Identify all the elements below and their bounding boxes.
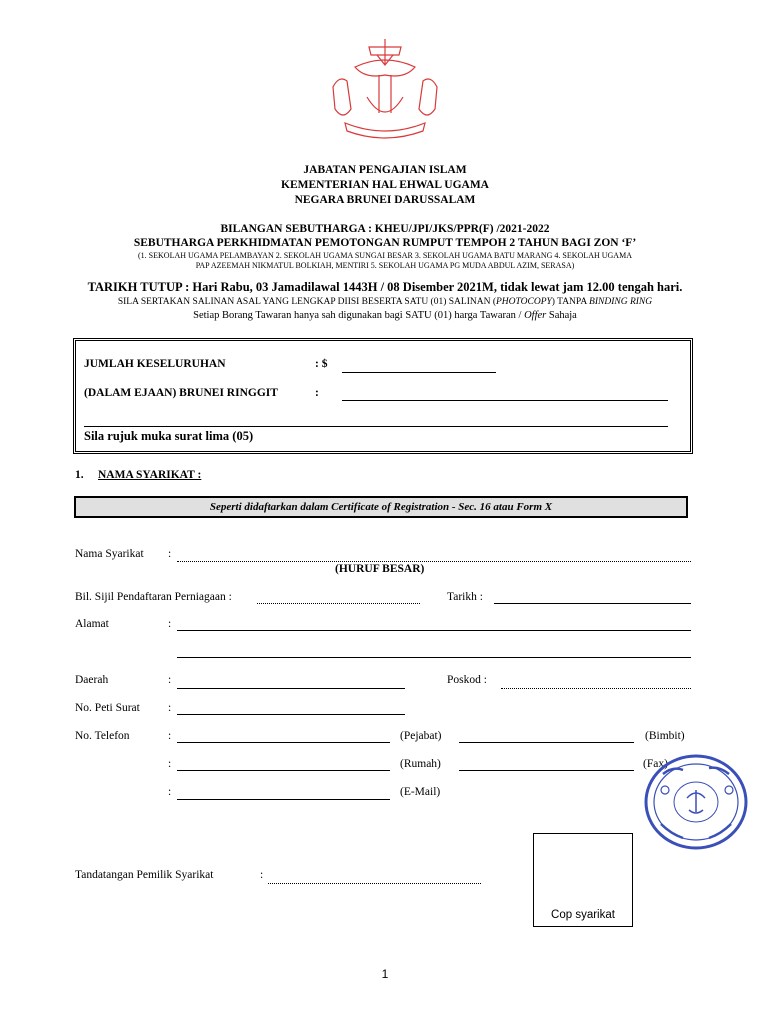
po-box-field[interactable]: [177, 714, 405, 715]
district-label: Daerah: [75, 674, 109, 686]
schools-list-line2: PAP AZEEMAH NIKMATUL BOLKIAH, MENTIRI 5. SEKOLAH UGAMA PG MUDA ABDUL AZIM, SERASA): [195, 261, 575, 270]
quotation-title: SEBUTHARGA PERKHIDMATAN PEMOTONGAN RUMPUT TEMPOH 2 TAHUN BAGI ZON ‘F’: [133, 237, 637, 249]
mobile-phone-label: (Bimbit): [645, 730, 685, 742]
signature-label: Tandatangan Pemilik Syarikat: [75, 869, 214, 881]
capital-letters-note: (HURUF BESAR): [335, 563, 425, 575]
offer-note: Setiap Borang Tawaran hanya sah digunakan bagi SATU (01) harga Tawaran / Offer Sahaja: [193, 310, 577, 321]
company-name-label: Nama Syarikat: [75, 548, 144, 560]
registration-cert-field[interactable]: [257, 603, 420, 604]
company-name-field[interactable]: [177, 561, 691, 562]
po-box-label: No. Peti Surat: [75, 702, 140, 714]
quotation-number: BILANGAN SEBUTHARGA : KHEU/JPI/JKS/PPR(F) /2021-2022: [220, 223, 550, 235]
schools-list-line1: (1. SEKOLAH UGAMA PELAMBAYAN 2. SEKOLAH UGAMA SUNGAI BESAR 3. SEKOLAH UGAMA BATU MARANG 4. SEKOLAH UGAMA: [138, 251, 632, 260]
amount-in-words-colon: :: [315, 387, 319, 399]
registration-banner-text: Seperti didaftarkan dalam Certificate of Registration - Sec. 16 atau Form X: [209, 501, 553, 513]
page-number: 1: [381, 967, 389, 981]
department-name: JABATAN PENGAJIAN ISLAM: [303, 164, 467, 176]
email-field[interactable]: [177, 799, 390, 800]
total-amount-label: JUMLAH KESELURUHAN: [84, 358, 226, 370]
home-phone-field[interactable]: [177, 770, 390, 771]
total-amount-colon: : $: [315, 358, 328, 370]
company-stamp-label: Cop syarikat: [551, 909, 615, 921]
fax-label: (Fax): [643, 758, 668, 770]
section-number: 1.: [75, 469, 84, 481]
registration-banner: [74, 496, 688, 518]
attachment-note: SILA SERTAKAN SALINAN ASAL YANG LENGKAP DIISI BESERTA SATU (01) SALINAN (PHOTOCOPY) TANPA BINDING RING: [117, 297, 653, 307]
brunei-crest-emblem: [325, 35, 445, 150]
home-phone-label: (Rumah): [400, 758, 441, 770]
section-title: NAMA SYARIKAT :: [98, 469, 202, 481]
date-label: Tarikh :: [447, 591, 483, 603]
address-label: Alamat: [75, 618, 109, 630]
home-phone-colon: :: [168, 758, 172, 770]
mobile-phone-field[interactable]: [459, 742, 634, 743]
district-colon: :: [168, 674, 172, 686]
company-stamp-box[interactable]: [533, 833, 633, 927]
registration-cert-label: Bil. Sijil Pendaftaran Perniagaan :: [75, 591, 232, 603]
closing-date: TARIKH TUTUP : Hari Rabu, 03 Jamadilawal 1443H / 08 Disember 2021M, tidak lewat jam 12.00 tengah hari.: [87, 280, 683, 294]
postcode-label: Poskod :: [447, 674, 487, 686]
telephone-colon: :: [168, 730, 172, 742]
date-field[interactable]: [494, 603, 691, 604]
signature-colon: :: [260, 869, 264, 881]
district-field[interactable]: [177, 688, 405, 689]
amount-in-words-field[interactable]: [342, 400, 668, 401]
official-stamp-seal: [643, 752, 749, 852]
refer-page-note: Sila rujuk muka surat lima (05): [84, 429, 254, 443]
company-name-colon: :: [168, 548, 172, 560]
office-phone-label: (Pejabat): [400, 730, 442, 742]
ministry-name: KEMENTERIAN HAL EHWAL UGAMA: [281, 179, 489, 191]
amount-in-words-field-line2[interactable]: [84, 426, 668, 427]
address-colon: :: [168, 618, 172, 630]
country-name: NEGARA BRUNEI DARUSSALAM: [294, 194, 476, 206]
po-box-colon: :: [168, 702, 172, 714]
office-phone-field[interactable]: [177, 742, 390, 743]
postcode-field[interactable]: [501, 688, 691, 689]
address-field-line2[interactable]: [177, 657, 691, 658]
telephone-label: No. Telefon: [75, 730, 130, 742]
amount-in-words-label: (DALAM EJAAN) BRUNEI RINGGIT: [84, 387, 278, 399]
total-amount-field[interactable]: [342, 372, 496, 373]
email-label: (E-Mail): [400, 786, 441, 798]
fax-field[interactable]: [459, 770, 634, 771]
email-colon: :: [168, 786, 172, 798]
signature-field[interactable]: [268, 883, 481, 884]
address-field-line1[interactable]: [177, 630, 691, 631]
